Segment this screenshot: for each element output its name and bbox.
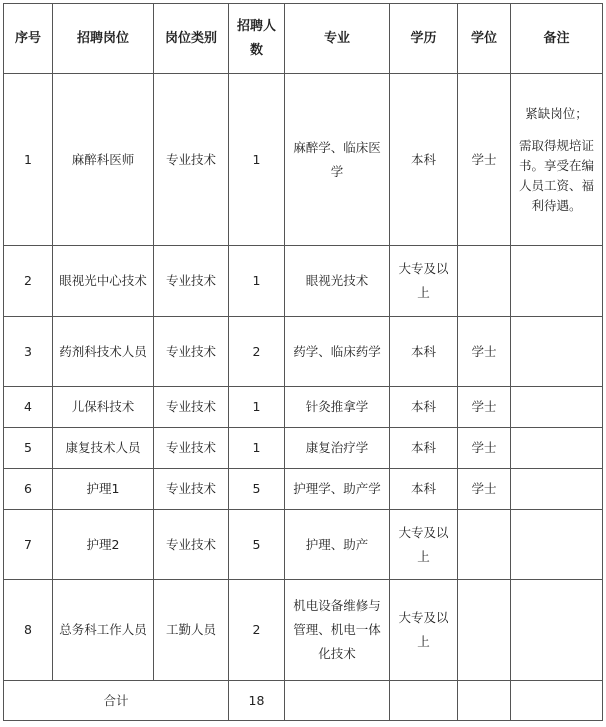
- total-label: 合计: [4, 681, 229, 721]
- cell-no: 6: [4, 469, 53, 510]
- cell-remark: [511, 387, 603, 428]
- cell-major: 麻醉学、临床医学: [285, 74, 390, 246]
- cell-category: 专业技术: [154, 246, 229, 317]
- cell-major: 针灸推拿学: [285, 387, 390, 428]
- cell-category: 专业技术: [154, 428, 229, 469]
- cell-position: 护理2: [53, 510, 154, 580]
- cell-degree: [458, 510, 511, 580]
- cell-count: 1: [229, 74, 285, 246]
- total-empty: [285, 681, 390, 721]
- table-row: [4, 510, 603, 580]
- cell-no: 2: [4, 246, 53, 317]
- table-row: [4, 469, 603, 510]
- cell-degree: 学士: [458, 74, 511, 246]
- header-category: 岗位类别: [154, 4, 229, 74]
- cell-no: 4: [4, 387, 53, 428]
- cell-no: 3: [4, 317, 53, 387]
- table-row: [4, 74, 603, 246]
- total-row: [4, 681, 603, 721]
- cell-count: 2: [229, 317, 285, 387]
- header-education: 学历: [390, 4, 458, 74]
- cell-remark: [511, 246, 603, 317]
- cell-degree: 学士: [458, 387, 511, 428]
- cell-remark: [511, 428, 603, 469]
- cell-position: 麻醉科医师: [53, 74, 154, 246]
- cell-no: 1: [4, 74, 53, 246]
- total-empty: [390, 681, 458, 721]
- cell-count: 5: [229, 510, 285, 580]
- cell-category: 专业技术: [154, 510, 229, 580]
- header-major: 专业: [285, 4, 390, 74]
- total-empty: [458, 681, 511, 721]
- cell-count: 2: [229, 580, 285, 681]
- cell-major: 护理学、助产学: [285, 469, 390, 510]
- cell-no: 8: [4, 580, 53, 681]
- cell-education: 大专及以上: [390, 510, 458, 580]
- cell-degree: [458, 246, 511, 317]
- header-no: 序号: [4, 4, 53, 74]
- table-row: [4, 387, 603, 428]
- cell-position: 康复技术人员: [53, 428, 154, 469]
- remark-line-1: 紧缺岗位；: [525, 105, 588, 121]
- remark-line-2: 需取得规培证书。享受在编人员工资、福利待遇。: [518, 137, 594, 213]
- total-count: 18: [229, 681, 285, 721]
- table-row: [4, 580, 603, 681]
- cell-education: 大专及以上: [390, 580, 458, 681]
- cell-education: 本科: [390, 387, 458, 428]
- cell-major: 药学、临床药学: [285, 317, 390, 387]
- cell-education: 本科: [390, 317, 458, 387]
- cell-count: 1: [229, 387, 285, 428]
- cell-degree: 学士: [458, 428, 511, 469]
- cell-position: 药剂科技术人员: [53, 317, 154, 387]
- cell-degree: 学士: [458, 317, 511, 387]
- cell-count: 1: [229, 428, 285, 469]
- cell-remark: [511, 580, 603, 681]
- cell-education: 本科: [390, 469, 458, 510]
- cell-remark: [511, 74, 603, 246]
- cell-count: 1: [229, 246, 285, 317]
- cell-degree: 学士: [458, 469, 511, 510]
- cell-category: 工勤人员: [154, 580, 229, 681]
- cell-degree: [458, 580, 511, 681]
- cell-remark: [511, 469, 603, 510]
- cell-remark: [511, 317, 603, 387]
- cell-education: 大专及以上: [390, 246, 458, 317]
- cell-major: 眼视光技术: [285, 246, 390, 317]
- cell-position: 眼视光中心技术: [53, 246, 154, 317]
- header-remark: 备注: [511, 4, 603, 74]
- table-row: [4, 428, 603, 469]
- table-row: [4, 246, 603, 317]
- header-count: 招聘人数: [229, 4, 285, 74]
- cell-no: 7: [4, 510, 53, 580]
- cell-position: 儿保科技术: [53, 387, 154, 428]
- cell-major: 机电设备维修与管理、机电一体化技术: [285, 580, 390, 681]
- cell-education: 本科: [390, 428, 458, 469]
- cell-no: 5: [4, 428, 53, 469]
- cell-major: 护理、助产: [285, 510, 390, 580]
- cell-category: 专业技术: [154, 74, 229, 246]
- cell-position: 总务科工作人员: [53, 580, 154, 681]
- header-degree: 学位: [458, 4, 511, 74]
- cell-remark: [511, 510, 603, 580]
- table-row: [4, 317, 603, 387]
- cell-major: 康复治疗学: [285, 428, 390, 469]
- recruitment-table: [3, 3, 603, 721]
- cell-count: 5: [229, 469, 285, 510]
- total-empty: [511, 681, 603, 721]
- header-position: 招聘岗位: [53, 4, 154, 74]
- cell-category: 专业技术: [154, 387, 229, 428]
- cell-category: 专业技术: [154, 469, 229, 510]
- cell-category: 专业技术: [154, 317, 229, 387]
- cell-position: 护理1: [53, 469, 154, 510]
- header-row: [4, 4, 603, 74]
- cell-education: 本科: [390, 74, 458, 246]
